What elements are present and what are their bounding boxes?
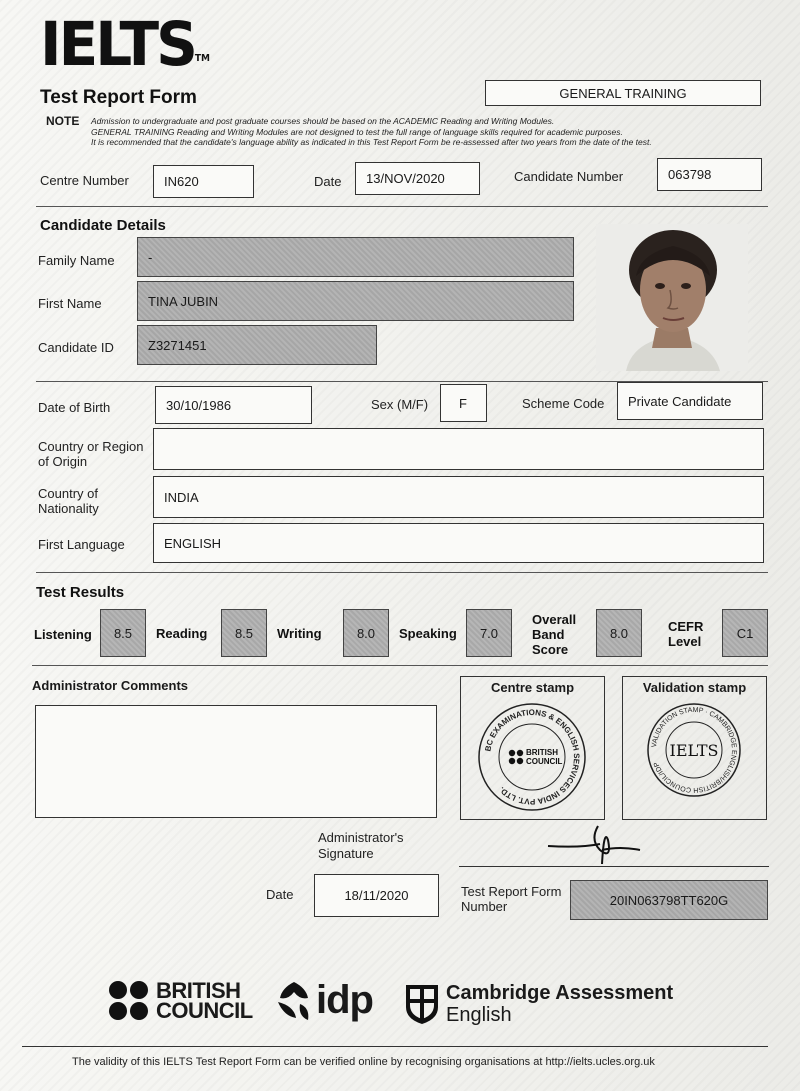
candidate-id-field	[137, 325, 377, 365]
centre-stamp-center-line-2: COUNCIL	[526, 757, 563, 766]
reading-score-value: 8.5	[234, 625, 254, 641]
idp-logo	[274, 978, 373, 1022]
nationality-label-line: Country of	[38, 486, 98, 501]
ielts-logo-text: IELTS	[40, 8, 195, 80]
origin-label-line: of Origin	[38, 454, 88, 469]
admin-date-label: Date	[266, 887, 294, 902]
candidate-photo	[596, 224, 748, 371]
trf-number-label-line: Number	[461, 899, 508, 914]
trf-number-label-line: Test Report Form	[461, 884, 562, 899]
trf-number-label	[461, 884, 561, 914]
first-language-field	[153, 523, 764, 563]
module-type-box	[485, 80, 761, 106]
candidate-id-label: Candidate ID	[38, 340, 114, 355]
reading-label: Reading	[156, 626, 208, 641]
ielts-logo	[40, 6, 210, 82]
admin-date-field	[314, 874, 439, 917]
british-council-text: COUNCIL	[156, 998, 253, 1023]
overall-band-score	[596, 609, 642, 657]
sex-label: Sex (M/F)	[371, 397, 429, 412]
overall-band-label-line: Score	[532, 642, 569, 657]
centre-number-value: IN620	[164, 174, 199, 189]
dob-value: 30/10/1986	[166, 397, 232, 413]
centre-number-field	[153, 165, 254, 198]
cambridge-logo	[404, 982, 673, 1026]
cambridge-text: Cambridge Assessment	[446, 982, 674, 1004]
signature-line	[459, 866, 769, 867]
listening-score	[100, 609, 146, 657]
overall-band-value: 8.0	[609, 625, 629, 641]
origin-field	[153, 428, 764, 470]
note-text	[91, 116, 751, 148]
speaking-score	[466, 609, 512, 657]
validation-stamp-box	[622, 676, 767, 820]
candidate-number-field	[657, 158, 762, 191]
candidate-photo-image	[596, 224, 748, 371]
sex-value: F	[459, 395, 467, 411]
idp-leaf-icon	[274, 978, 314, 1022]
nationality-label	[38, 486, 99, 516]
nationality-field	[153, 476, 764, 518]
verification-note: The validity of this IELTS Test Report Form can be verified online by recognising organisations at http://ielts.ucles.org.uk	[72, 1056, 655, 1068]
form-title: Test Report Form	[40, 87, 197, 108]
test-date-field	[355, 162, 480, 195]
dob-label: Date of Birth	[38, 400, 111, 415]
cefr-level-label-line: Level	[668, 634, 702, 649]
family-name-label: Family Name	[38, 253, 115, 268]
divider	[36, 572, 768, 573]
date-label: Date	[314, 174, 342, 189]
centre-stamp-center-line-1: BRITISH	[526, 748, 558, 757]
british-council-logo	[108, 980, 253, 1022]
module-type-value: GENERAL TRAINING	[559, 85, 687, 101]
candidate-number-label: Candidate Number	[514, 169, 624, 184]
dob-field	[155, 386, 312, 424]
overall-band-label	[532, 612, 576, 657]
admin-signature-label-line: Administrator's	[318, 830, 404, 845]
trf-number-value: 20IN063798TT620G	[609, 892, 729, 908]
family-name-field	[137, 237, 574, 277]
admin-comments-label: Administrator Comments	[32, 678, 189, 693]
trf-number-field	[570, 880, 768, 920]
admin-signature	[540, 820, 650, 870]
writing-label: Writing	[277, 626, 322, 641]
cefr-level-label-line: CEFR	[668, 619, 704, 634]
test-results-heading: Test Results	[36, 584, 125, 601]
nationality-value: INDIA	[164, 489, 199, 505]
centre-stamp-seal	[461, 697, 603, 817]
overall-band-label-line: Overall	[532, 612, 577, 627]
first-language-label: First Language	[38, 537, 125, 552]
admin-date-value: 18/11/2020	[344, 888, 409, 903]
candidate-details-heading: Candidate Details	[40, 217, 166, 234]
overall-band-label-line: Band	[532, 627, 565, 642]
writing-score-value: 8.0	[356, 625, 376, 641]
centre-number-label: Centre Number	[40, 173, 129, 188]
admin-comments-field	[35, 705, 437, 818]
sex-field	[440, 384, 487, 422]
scheme-code-field	[617, 382, 763, 420]
admin-signature-label	[318, 830, 404, 862]
validation-stamp-center: IELTS	[669, 741, 719, 760]
listening-label: Listening	[34, 627, 92, 642]
divider	[32, 665, 768, 666]
centre-stamp-label: Centre stamp	[490, 680, 575, 695]
centre-stamp-ring-text: BC EXAMINATIONS & ENGLISH SERVICES INDIA PVT. LTD.	[483, 707, 582, 807]
speaking-score-value: 7.0	[479, 625, 499, 641]
note-line: It is recommended that the candidate's language ability as indicated in this Test Report Form be re-assessed after two years from the date of the test.	[91, 137, 652, 147]
nationality-label-line: Nationality	[38, 501, 99, 516]
note-line: GENERAL TRAINING Reading and Writing Modules are not designed to test the full range of language skills required for academic purposes.	[91, 126, 623, 137]
cefr-level-value: C1	[736, 625, 754, 641]
tm-mark: TM	[194, 53, 211, 64]
validation-stamp-ring-text: VALIDATION STAMP · CAMBRIDGE ENGLISH/BRITISH COUNCIL/IDP	[651, 706, 738, 794]
first-name-field	[137, 281, 574, 321]
candidate-number-value: 063798	[668, 167, 712, 182]
family-name-value: -	[148, 249, 153, 265]
listening-score-value: 8.5	[113, 625, 133, 641]
candidate-id-value: Z3271451	[148, 337, 207, 353]
note-line: Admission to undergraduate and post graduate courses should be based on the ACADEMIC Reading and Writing Modules.	[91, 116, 555, 126]
cambridge-shield-icon	[404, 983, 440, 1025]
origin-label-line: Country or Region	[38, 439, 144, 454]
scheme-code-label: Scheme Code	[522, 396, 605, 411]
writing-score	[343, 609, 389, 657]
validation-stamp-seal	[623, 697, 765, 817]
footer-divider	[22, 1046, 768, 1047]
cefr-level-box	[722, 609, 768, 657]
first-language-value: ENGLISH	[164, 535, 222, 551]
british-council-text: BRITISH	[156, 978, 241, 1003]
first-name-value: TINA JUBIN	[148, 293, 219, 309]
cambridge-text: English	[446, 1004, 512, 1026]
centre-stamp-box	[460, 676, 605, 820]
speaking-label: Speaking	[399, 626, 457, 641]
admin-signature-label-line: Signature	[318, 846, 374, 861]
scheme-code-value: Private Candidate	[628, 393, 732, 409]
cefr-level-label	[668, 619, 703, 649]
idp-text: idp	[316, 978, 373, 1022]
validation-stamp-label: Validation stamp	[642, 680, 747, 695]
first-name-label: First Name	[38, 296, 102, 311]
reading-score	[221, 609, 267, 657]
origin-label	[38, 439, 144, 469]
british-council-dots-icon	[108, 980, 150, 1022]
test-date-value: 13/NOV/2020	[366, 171, 445, 186]
note-label: NOTE	[46, 114, 80, 128]
divider	[36, 206, 768, 207]
